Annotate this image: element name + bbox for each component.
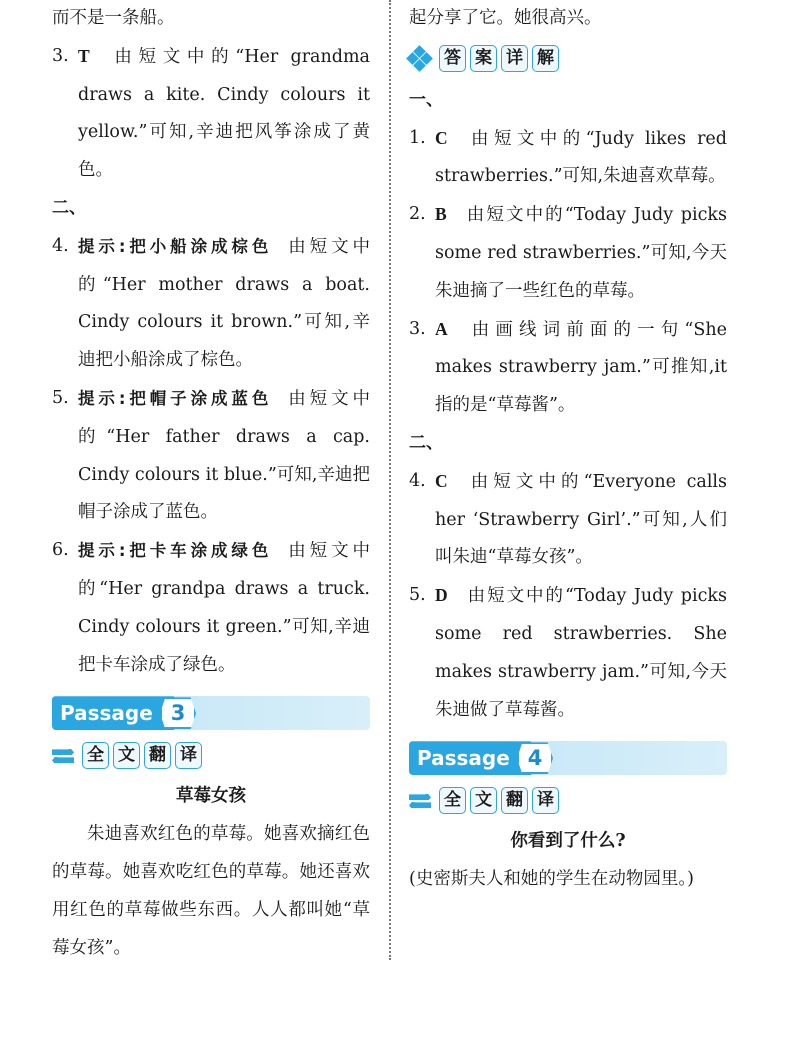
explanation-text: 由短文中的“Her father draws a cap. Cindy colours it blue.”可知,辛迪把帽子涂成了蓝色。 [78,388,370,523]
heading-char: 全 [439,787,466,814]
section-heading-1: 一、 [409,89,443,110]
passage-banner-4 [409,741,727,775]
hint-text: 提示:把小船涂成棕色 [78,236,273,256]
passage-banner-3 [52,696,370,730]
diamond-cluster-icon [409,48,431,70]
swap-arrows-icon [409,789,431,811]
answer-letter: B [435,204,447,225]
heading-char: 文 [470,787,497,814]
item-number: 3. [409,318,426,339]
hint-text: 提示:把卡车涂成绿色 [78,541,273,561]
answer-item-5 [409,577,727,729]
heading-char: 译 [532,787,559,814]
item-number: 3. [52,45,69,66]
translation-heading [52,736,370,774]
answer-item-4 [52,228,370,380]
right-column [409,0,727,899]
item-number: 5. [52,387,69,408]
section-heading-2: 二、 [409,432,443,453]
answer-item-2 [409,196,727,310]
answer-item-5 [52,380,370,532]
story-text: 朱迪喜欢红色的草莓。她喜欢摘红色的草莓。她喜欢吃红色的草莓。她还喜欢用红色的草莓做些东西。人人都叫她“草莓女孩”。 [52,824,370,958]
answer-letter: T [78,45,90,66]
hint-text: 提示:把帽子涂成蓝色 [78,388,273,408]
answer-letter: C [435,127,448,148]
answer-item-3 [409,311,727,425]
answer-item-3 [52,38,370,190]
explanation-text: 由短文中的“Judy likes red strawberries.”可知,朱迪喜欢草莓。 [435,128,727,187]
item-number: 4. [409,470,426,491]
explanation-text: 由短文中的“Today Judy picks some red strawberries.”可知,今天朱迪摘了一些红色的草莓。 [435,205,727,301]
passage-label: Passage [417,746,510,771]
story-title: 草莓女孩 [176,786,246,807]
heading-char: 翻 [501,787,528,814]
story-text: (史密斯夫人和她的学生在动物园里。) [409,869,694,890]
story-title: 你看到了什么? [510,831,626,852]
item-number: 2. [409,204,426,225]
heading-char: 案 [470,45,497,72]
explanation-text: 由短文中的“Her grandpa draws a truck. Cindy colours it green.”可知,辛迪把卡车涂成了绿色。 [78,541,370,675]
explanation-text: 由短文中的“Today Judy picks some red strawberries. She makes strawberry jam.”可知,今天朱迪做了草莓酱。 [435,586,727,720]
answers-heading [409,40,727,78]
item-number: 4. [52,235,69,256]
heading-char: 全 [82,742,109,769]
explanation-text: 由短文中的“Her grandma draws a kite. Cindy colours it yellow.”可知,辛迪把风筝涂成了黄色。 [78,46,370,181]
left-column [52,0,370,967]
heading-char: 翻 [144,742,171,769]
passage-number: 4 [527,746,543,771]
answer-item-4 [409,463,727,577]
answer-letter: D [435,585,448,606]
item-number: 6. [52,540,69,561]
translation-heading [409,781,727,819]
explanation-text: 由短文中的“Her mother draws a boat. Cindy colours it brown.”可知,辛迪把小船涂成了棕色。 [78,236,370,371]
heading-char: 详 [501,45,528,72]
explanation-text: 由短文中的“Everyone calls her ‘Strawberry Girl’.”可知,人们叫朱迪“草莓女孩”。 [435,471,727,568]
item-number: 1. [409,127,426,148]
heading-char: 译 [175,742,202,769]
heading-char: 文 [113,742,140,769]
answer-letter: A [435,318,448,339]
continued-text: 而不是一条船。 [52,8,175,28]
heading-char: 解 [532,45,559,72]
explanation-text: 由画线词前面的一句“She makes strawberry jam.”可推知,it指的是“草莓酱”。 [435,319,727,416]
answer-letter: C [435,470,448,491]
section-heading-2: 二、 [52,197,86,218]
column-divider [389,0,391,960]
heading-char: 答 [439,45,466,72]
passage-number: 3 [170,701,186,726]
passage-label: Passage [60,701,153,726]
continued-text: 起分享了它。她很高兴。 [409,8,602,28]
answer-item-6 [52,532,370,684]
answer-item-1 [409,120,727,197]
swap-arrows-icon [52,744,74,766]
item-number: 5. [409,585,426,606]
